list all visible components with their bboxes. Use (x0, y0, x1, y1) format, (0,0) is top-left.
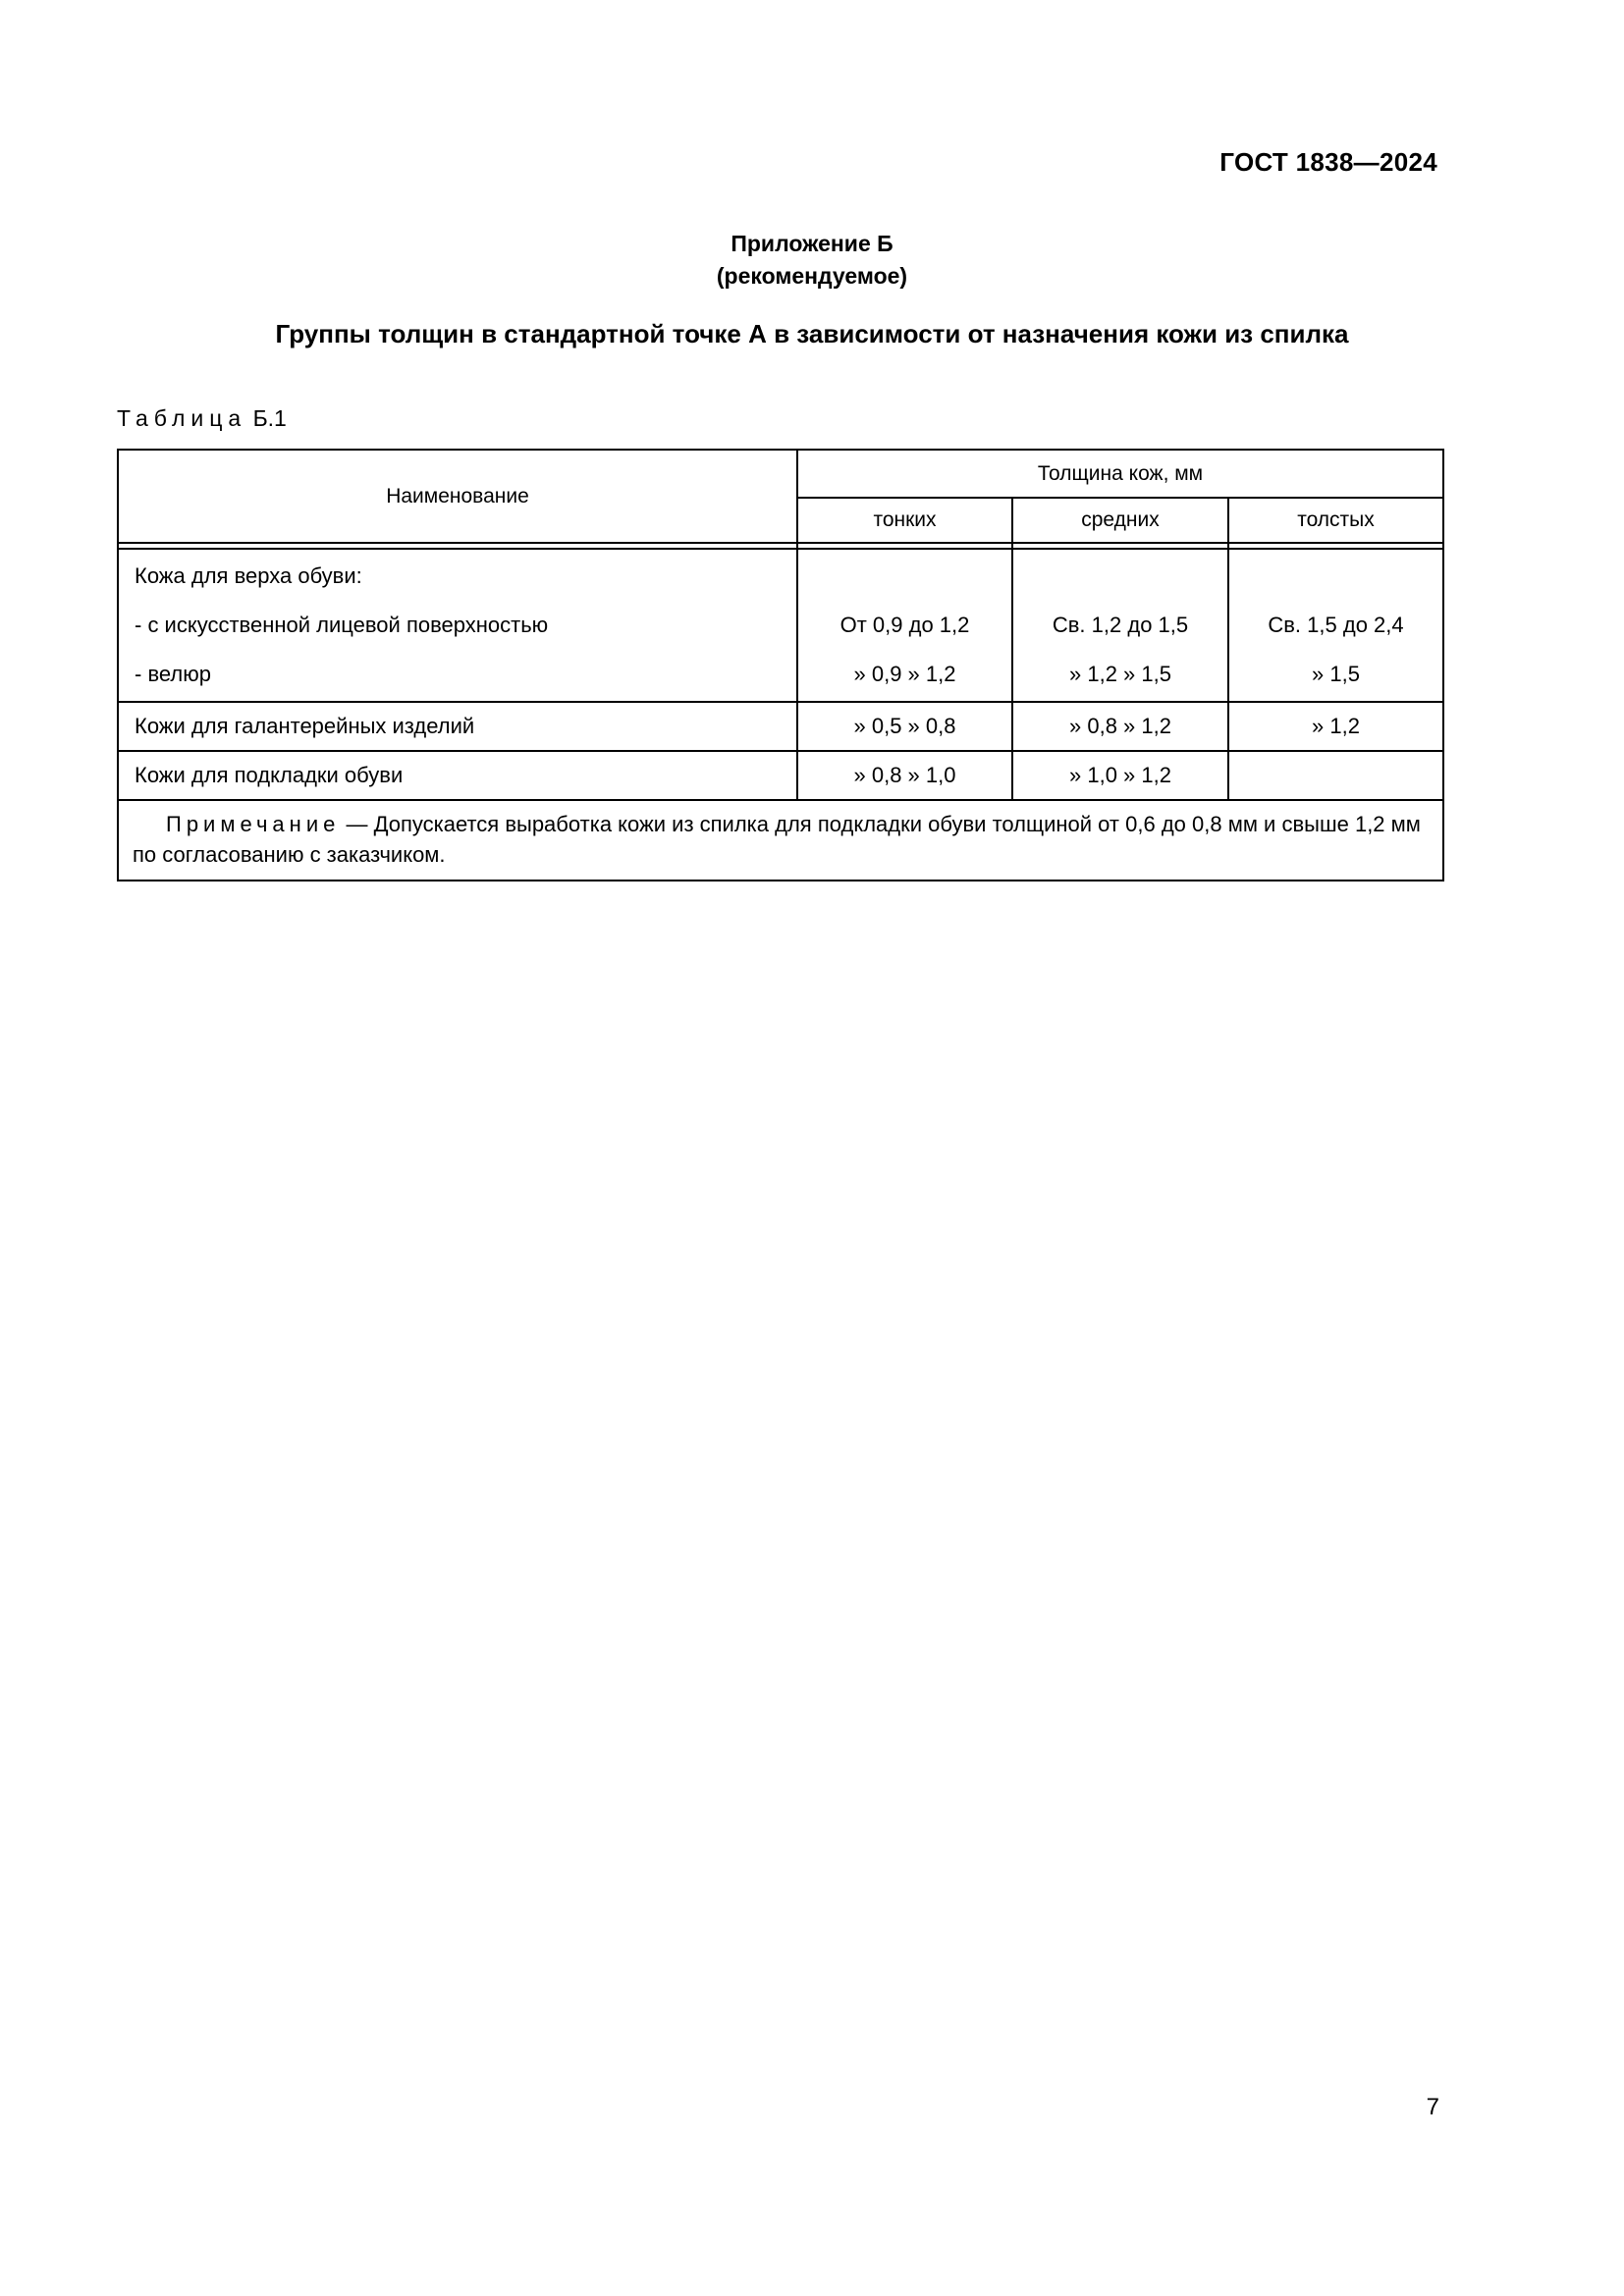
annex-heading (0, 228, 1624, 293)
header-thickness-group: Толщина кож, мм (797, 450, 1443, 498)
annex-title: Приложение Б (731, 231, 893, 256)
cell-line (798, 552, 1011, 601)
table-caption-number: Б.1 (252, 405, 287, 431)
subheader-medium: средних (1012, 498, 1228, 543)
table-row (118, 702, 1443, 751)
cell-line: » 0,9 » 1,2 (853, 662, 956, 686)
row-name-line: Кожа для верха обуви: (135, 563, 362, 588)
cell-line (1229, 552, 1442, 601)
thickness-table-wrap (117, 449, 1442, 881)
header-name: Наименование (118, 450, 797, 543)
cell-line: Св. 1,2 до 1,5 (1052, 613, 1189, 637)
cell-thin: » 0,8 » 1,0 (797, 751, 1012, 800)
cell-thick (1228, 751, 1443, 800)
row-name-shoe-upper (118, 549, 797, 702)
thickness-table (117, 449, 1444, 881)
cell-thick: » 1,2 (1228, 702, 1443, 751)
note-text: — Допускается выработка кожи из спилка для подкладки обуви толщиной от 0,6 до 0,8 мм и свыше 1,2 мм по согласованию с заказчиком. (133, 812, 1421, 867)
table-caption (117, 405, 287, 432)
cell-line (1013, 552, 1227, 601)
page-number: 7 (1426, 2094, 1439, 2120)
cell-medium: » 1,0 » 1,2 (1012, 751, 1228, 800)
section-title: Группы толщин в стандартной точке А в зависимости от назначения кожи из спилка (275, 319, 1349, 348)
row-name-line: - с искусственной лицевой поверхностью (135, 613, 549, 637)
cell-thick (1228, 549, 1443, 702)
row-name-shoe-lining: Кожи для подкладки обуви (118, 751, 797, 800)
subheader-thick: толстых (1228, 498, 1443, 543)
row-name-haberdashery: Кожи для галантерейных изделий (118, 702, 797, 751)
table-row (118, 549, 1443, 702)
row-name-line: - велюр (135, 662, 211, 686)
table-caption-word: Таблица (117, 405, 247, 431)
standard-designation: ГОСТ 1838—2024 (1219, 147, 1437, 177)
table-note (118, 800, 1443, 881)
cell-medium (1012, 549, 1228, 702)
note-label: Примечание (166, 812, 341, 836)
cell-line: Св. 1,5 до 2,4 (1268, 613, 1404, 637)
annex-status: (рекомендуемое) (716, 263, 908, 289)
cell-line: От 0,9 до 1,2 (839, 613, 970, 637)
cell-line: » 1,2 » 1,5 (1069, 662, 1171, 686)
cell-thin: » 0,5 » 0,8 (797, 702, 1012, 751)
table-note-row (118, 800, 1443, 881)
table-row (118, 751, 1443, 800)
table-header-row (118, 450, 1443, 498)
subheader-thin: тонких (797, 498, 1012, 543)
cell-thin (797, 549, 1012, 702)
cell-line: » 1,5 (1312, 662, 1360, 686)
cell-medium: » 0,8 » 1,2 (1012, 702, 1228, 751)
